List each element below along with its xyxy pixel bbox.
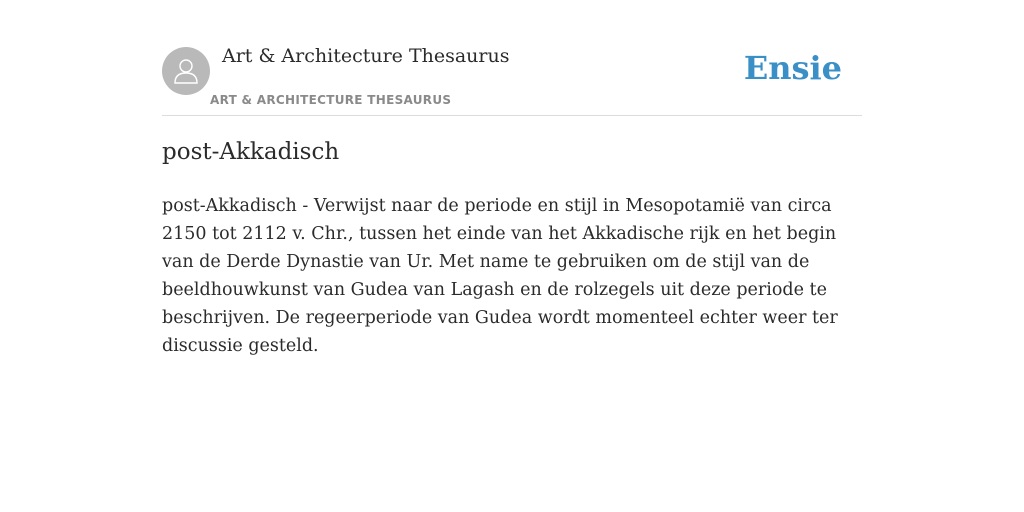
source-name[interactable]: Art & Architecture Thesaurus — [222, 45, 510, 67]
brand-logo[interactable]: Ensie — [743, 49, 842, 87]
source-subtitle[interactable]: ART & ARCHITECTURE THESAURUS — [210, 93, 452, 107]
user-icon — [171, 56, 201, 86]
article-body: post-Akkadisch - Verwijst naar de periode en stijl in Mesopotamië van circa 2150 tot 2112 v. Chr., tussen het einde van het Akkadische rijk en het begin van de Derde Dynastie van Ur. Met name te gebruiken om de stijl van de beeldhouwkunst van Gudea van Lagash en de rolzegels uit deze periode te beschrijven. De regeerperiode van Gudea wordt momenteel echter weer ter discussie gesteld. — [162, 196, 838, 356]
page-container — [162, 0, 862, 356]
page-title: post-Akkadisch — [162, 139, 340, 165]
avatar[interactable] — [162, 47, 210, 95]
header — [162, 0, 862, 116]
